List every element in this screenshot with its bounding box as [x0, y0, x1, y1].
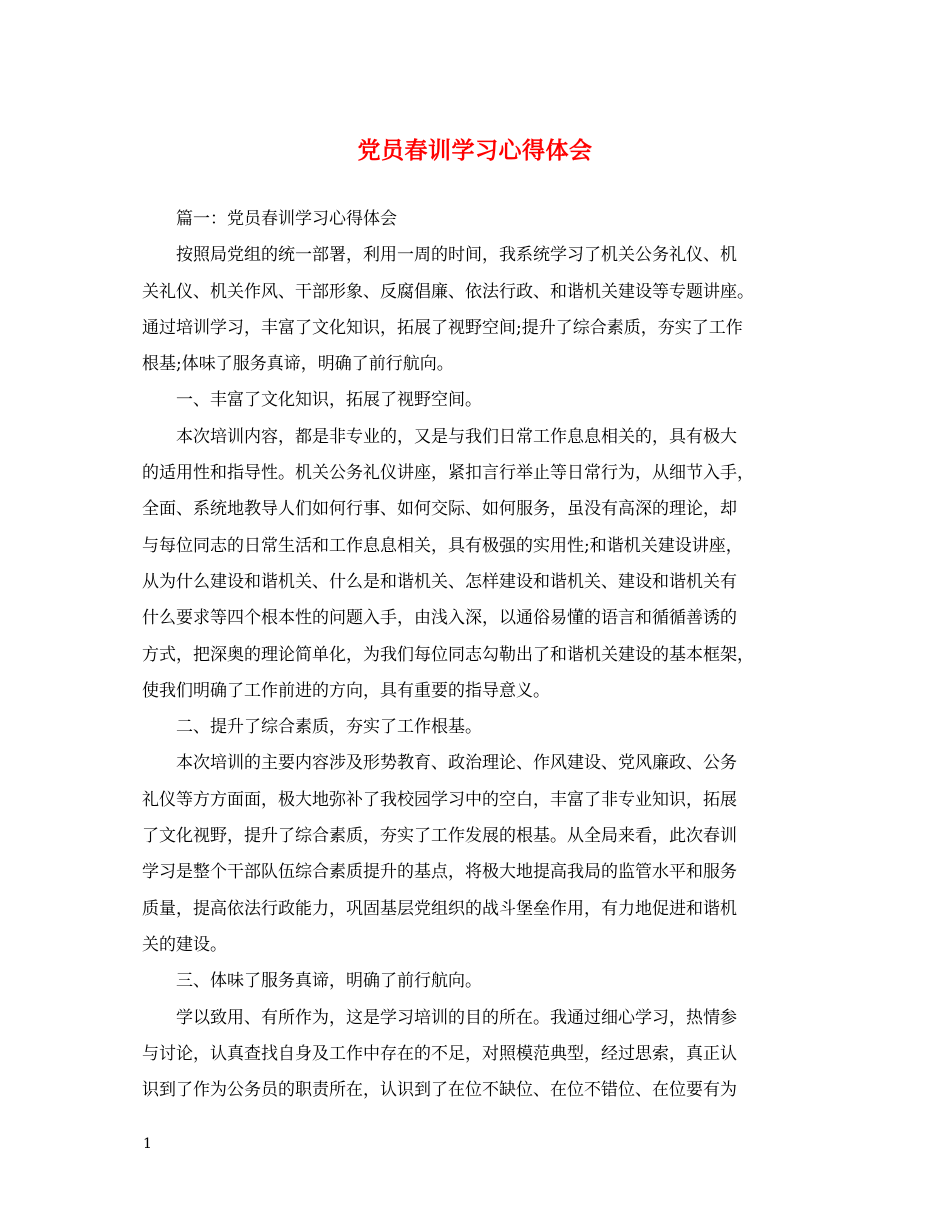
text-line: 全面、系统地教导人们如何行事、如何交际、如何服务，虽没有高深的理论，却	[142, 499, 737, 520]
text-line: 与讨论，认真查找自身及工作中存在的不足，对照模范典型，经过思索，真正认	[142, 1043, 737, 1064]
section-heading: 二、提升了综合素质，夯实了工作根基。	[142, 717, 482, 738]
text-line: 从为什么建设和谐机关、什么是和谐机关、怎样建设和谐机关、建设和谐机关有	[142, 571, 737, 592]
section-heading: 三、体味了服务真谛，明确了前行航向。	[142, 971, 482, 992]
page-number: 1	[143, 1136, 152, 1152]
text-line: 通过培训学习，丰富了文化知识，拓展了视野空间;提升了综合素质，夯实了工作	[142, 317, 743, 338]
text-line: 与每位同志的日常生活和工作息息相关，具有极强的实用性;和谐机关建设讲座，	[142, 535, 743, 556]
text-line: 识到了作为公务员的职责所在，认识到了在位不缺位、在位不错位、在位要有为	[142, 1080, 737, 1101]
text-line: 方式，把深奥的理论简单化，为我们每位同志勾勒出了和谐机关建设的基本框架，	[142, 644, 754, 665]
text-line: 本次培训内容，都是非专业的，又是与我们日常工作息息相关的，具有极大	[142, 426, 737, 447]
text-line: 本次培训的主要内容涉及形势教育、政治理论、作风建设、党风廉政、公务	[142, 753, 737, 774]
text-line: 根基;体味了服务真谛，明确了前行航向。	[142, 354, 454, 375]
text-line: 使我们明确了工作前进的方向，具有重要的指导意义。	[142, 680, 550, 701]
text-line: 关的建设。	[142, 934, 227, 955]
text-line: 质量，提高依法行政能力，巩固基层党组织的战斗堡垒作用，有力地促进和谐机	[142, 898, 737, 919]
text-line: 关礼仪、机关作风、干部形象、反腐倡廉、依法行政、和谐机关建设等专题讲座。	[142, 281, 754, 302]
text-line: 了文化视野，提升了综合素质，夯实了工作发展的根基。从全局来看，此次春训	[142, 826, 737, 847]
text-line: 篇一：党员春训学习心得体会	[142, 209, 397, 229]
text-line: 什么要求等四个根本性的问题入手，由浅入深，以通俗易懂的语言和循循善诱的	[142, 608, 737, 629]
text-line: 的适用性和指导性。机关公务礼仪讲座，紧扣言行举止等日常行为，从细节入手，	[142, 463, 754, 484]
text-line: 按照局党组的统一部署，利用一周的时间，我系统学习了机关公务礼仪、机	[142, 245, 737, 266]
text-line: 学习是整个干部队伍综合素质提升的基点，将极大地提高我局的监管水平和服务	[142, 862, 737, 883]
text-line: 学以致用、有所作为，这是学习培训的目的所在。我通过细心学习，热情参	[142, 1007, 737, 1028]
document-title: 党员春训学习心得体会	[357, 137, 593, 164]
section-heading: 一、丰富了文化知识，拓展了视野空间。	[142, 390, 482, 411]
document-body	[142, 201, 822, 1108]
text-line: 礼仪等方方面面，极大地弥补了我校园学习中的空白，丰富了非专业知识，拓展	[142, 789, 737, 810]
